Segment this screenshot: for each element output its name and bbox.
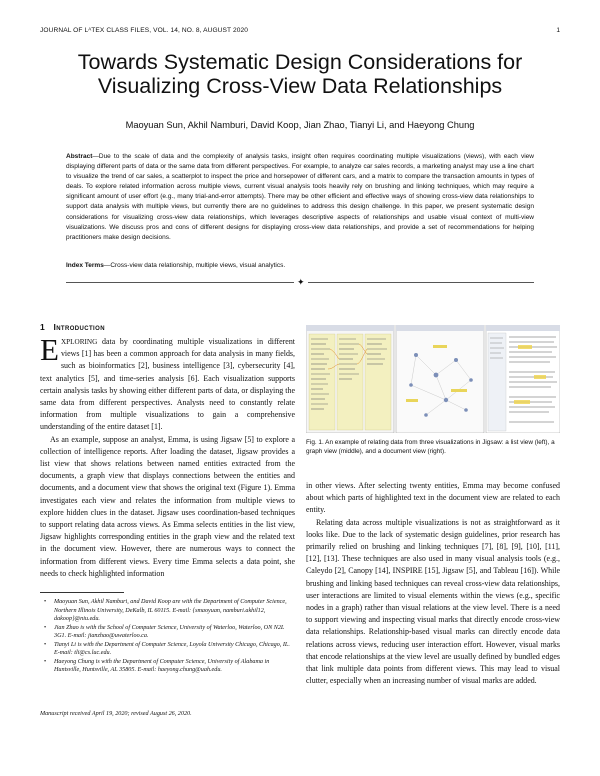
footnote-item: • Tianyi Li is with the Department of Computer Science, Loyola University Chicago, Chicago, IL. E-mail: tli@cs.luc.edu. <box>54 641 295 658</box>
figure-jigsaw-views <box>306 325 560 433</box>
index-terms-label: Index Terms <box>66 262 104 269</box>
lead-smallcaps: XPLORING <box>60 338 98 346</box>
intro-paragraph-2-continued: in other views. After selecting twenty entities, Emma may become confused about which parts of highlighted text in the document view are related to each entity. <box>306 481 560 515</box>
paper-title: Towards Systematic Design Considerations for Visualizing Cross-View Data Relationships <box>77 50 523 98</box>
left-column <box>40 332 295 580</box>
abstract-text: —Due to the scale of data and the complexity of analysis tasks, insight often requires coordinating multiple visualizations (views), with each view displaying different parts of data or the same data from different perspectives. For example, to analyze car sales records, a marketing analyst may use a line chart to visualize the trend of car sales, a scatterplot to inspect the price and horsepower of different cars, and a matrix to compare the transaction amounts in types of deals. To explore related information across multiple views, current visual analysis tools heavily rely on brushing and linking techniques, which may require a significant amount of user effort (e.g., many trial-and-error attempts). There may be other efficient and effective ways of showing cross-view data relationships to support data analysis with multiple views, but currently there are no guidelines to address this design challenge. In this paper, we present systematic design considerations for visualizing cross-view data relationships, which leverages descriptive aspects of relationships and usable visual context of multi-view visualizations. We discuss pros and cons of different designs for displaying cross-view data relationships, and provide a set of recommendations for helping practitioners make design decisions. <box>66 153 534 241</box>
drop-cap: E <box>40 332 59 367</box>
author-list: Maoyuan Sun, Akhil Namburi, David Koop, Jian Zhao, Tianyi Li, and Haeyong Chung <box>125 120 475 130</box>
author-footnotes <box>40 598 295 675</box>
page-number: 1 <box>556 27 560 34</box>
intro-p1-text: data by coordinating multiple visualizations in different views [1] has been a common approach for data analysis in many fields, such as bioinformatics [2], business intelligence [3], cybersecurity [4], text analytics [5], and time-series analysis [6]. Each visualization supports certain analysis tasks by showing either different parts of data, or displaying the same data from different perspectives. Analysts need to constantly relate information from multiple visualizations to gain a comprehensive understanding of the entire dataset [1]. <box>40 337 295 432</box>
intro-paragraph-3: Relating data across multiple visualizations is not as straightforward as it looks like. Due to the lack of systematic design guidelines, prior research has primarily relied on brushing and linking techniques [7], [8], [9], [10], [11], [12], [13]. These techniques are also used in many visual analysis tools (e.g., Caleydo [2], Canopy [14], INSPIRE [15], Jigsaw [5], and Tableau [16]). While brushing and linking based techniques can reveal cross-view data relationships, user interactions are limited to visual elements within the views (e.g., specific nodes in a graph) rather than visual relations at the view level. There is a need to support viewing and inspecting visual marks that directly encode cross-view data relationships. Relationship-based visual marks can directly encode data relations across views, reducing user interaction effort. However, visual marks that encode relationships at the view level are usually defined by bundled edges that link multiple data points from different views. This may lead to visual clutter, especially when an increasing number of visual marks are added. <box>306 517 560 686</box>
footnote-item: • Jian Zhao is with the School of Computer Science, University of Waterloo, Waterloo, ON N2L 3G1. E-mail: jianzhao@uwaterloo.ca. <box>54 624 295 641</box>
intro-paragraph-2: As an example, suppose an analyst, Emma, is using Jigsaw [5] to explore a collection of intelligence reports. After loading the dataset, Jigsaw provides a list view that shows relations between named entities extracted from the documents, a graph view that displays connections between the entities and documents, and a document view that shows the original text (Figure 1). Emma investigates each view and relates the information from multiple views to explore hidden clues in the dataset. Jigsaw uses coordination-based techniques to support relating data across views. As Emma selects entities in the list view, Jigsaw highlights corresponding entities in the graph view and the related text in the document view. However, there are numerous ways to connect the information from different views. Every time Emma selects a data point, she needs to check highlighted information <box>40 434 295 578</box>
abstract-label: Abstract <box>66 153 93 160</box>
section-number: 1 <box>40 322 46 332</box>
running-header: JOURNAL OF LᴬTEX CLASS FILES, VOL. 14, NO. 8, AUGUST 2020 <box>40 27 249 34</box>
footnote-item: • Maoyuan Sun, Akhil Namburi, and David Koop are with the Department of Computer Science, Northern Illinois University, DeKalb, IL 60115. E-mail: {smaoyuan, namburi.akhil12, dakoop}@niu.edu. <box>54 598 295 624</box>
document-view-pane <box>486 325 560 433</box>
abstract <box>66 152 534 243</box>
right-column <box>306 480 560 687</box>
list-view-pane <box>306 325 394 433</box>
footnote-item: • Haeyong Chung is with the Department of Computer Science, University of Alabama in Huntsville, Huntsville, AL 35805. E-mail: haeyong.chung@uah.edu. <box>54 658 295 675</box>
footnote-rule <box>40 592 124 593</box>
graph-view-pane <box>396 325 484 433</box>
manuscript-dates: Manuscript received April 19, 2020; revised August 26, 2020. <box>40 711 192 717</box>
section-heading <box>40 322 105 332</box>
divider-ornament: ✦ <box>294 276 308 288</box>
index-terms-text: —Cross-view data relationship, multiple views, visual analytics. <box>103 262 286 269</box>
figure-caption: Fig. 1. An example of relating data from three visualizations in Jigsaw: a list view (left), a graph view (middle), and a document view (right). <box>306 439 555 455</box>
section-title: Introduction <box>53 322 105 332</box>
index-terms <box>66 262 534 269</box>
intro-paragraph-1 <box>40 332 295 434</box>
